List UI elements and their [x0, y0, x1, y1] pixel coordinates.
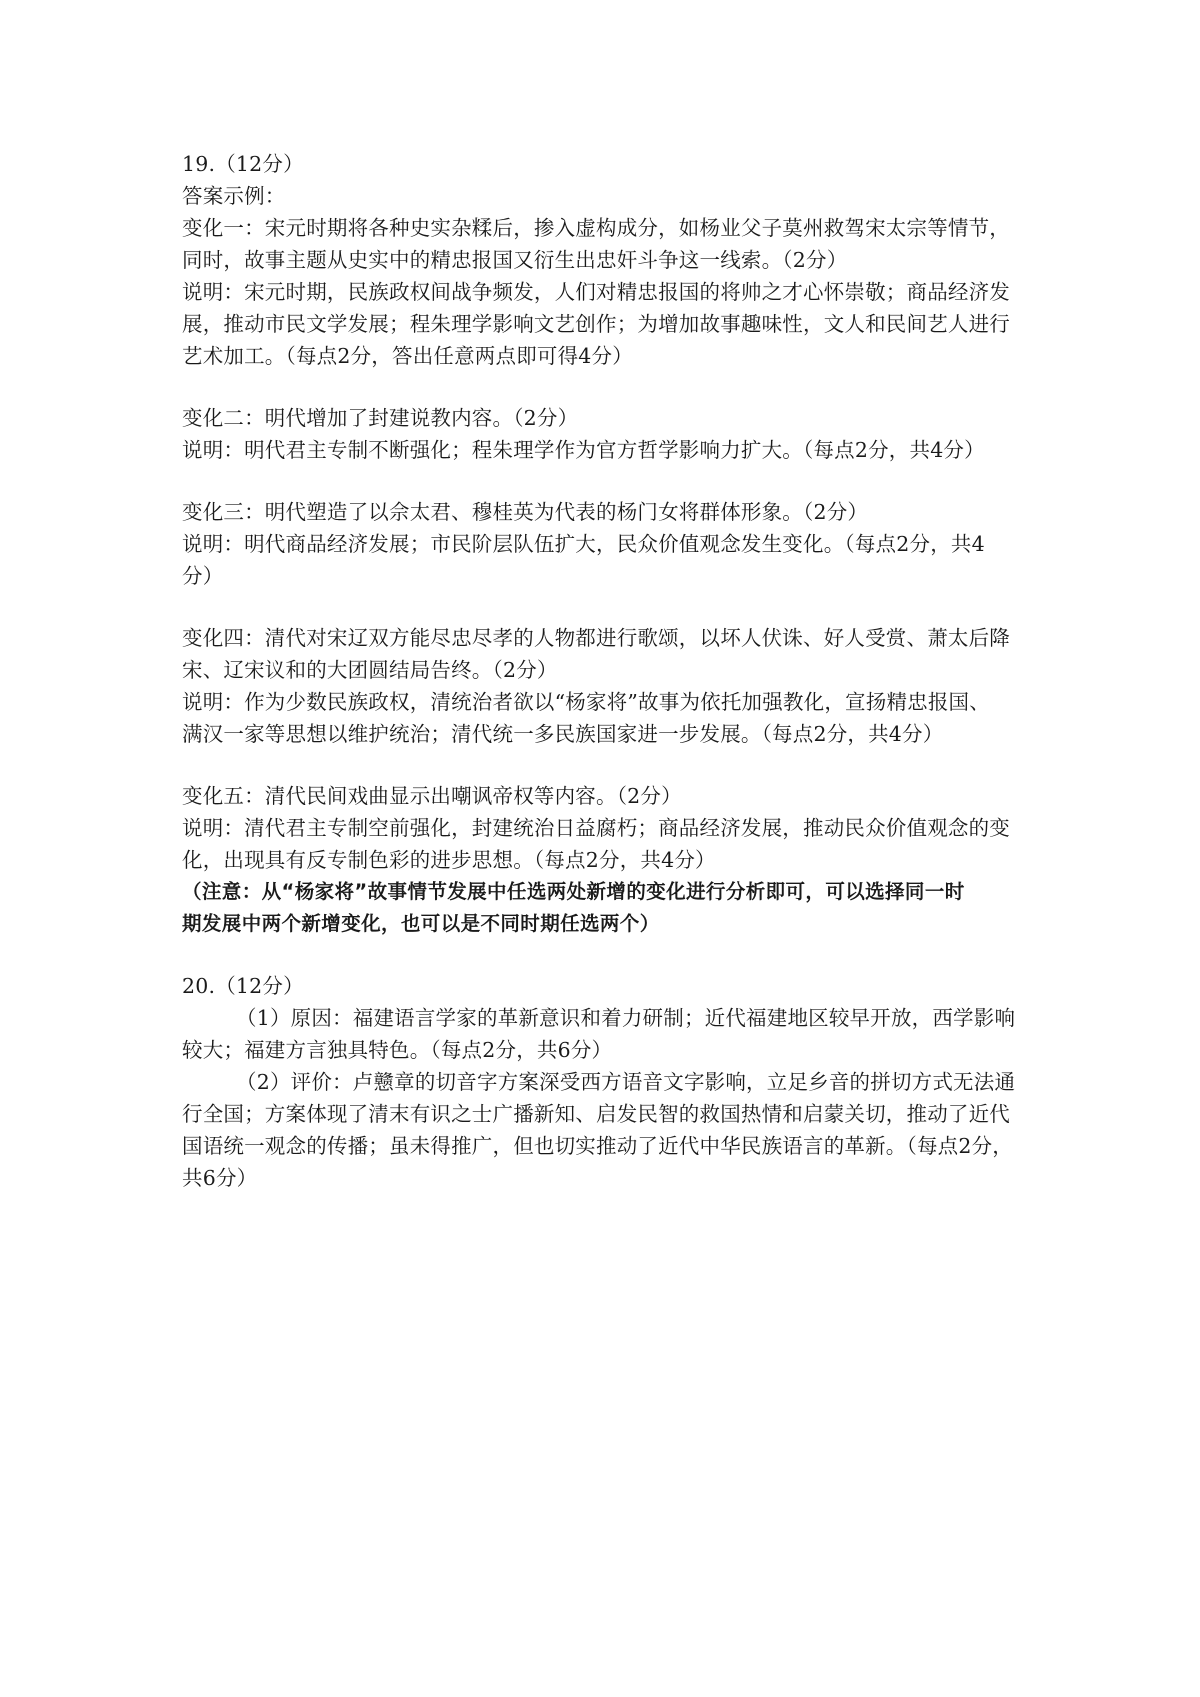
change-4-explanation-1: 说明：作为少数民族政权，清统治者欲以“杨家将”故事为依托加强教化，宣扬精忠报国、: [182, 690, 990, 714]
change-1-line-1: 变化一：宋元时期将各种史实杂糅后，掺入虚构成分，如杨业父子莫州救驾宋太宗等情节，: [182, 216, 1010, 240]
spacer: [182, 466, 1030, 496]
q20-part-2-line-1: （2）评价：卢戆章的切音字方案深受西方语音文字影响，立足乡音的拼切方式无法通: [236, 1070, 1016, 1094]
change-3-explanation-2: 分）: [182, 564, 224, 588]
answer-example-label: 答案示例：: [182, 184, 286, 208]
change-4-explanation-2: 满汉一家等思想以维护统治；清代统一多民族国家进一步发展。（每点2分，共4分）: [182, 722, 944, 746]
change-1-explanation-2: 展，推动市民文学发展；程朱理学影响文艺创作；为增加故事趣味性，文人和民间艺人进行: [182, 312, 1010, 336]
question-20-section: [182, 970, 1030, 1194]
change-5-line-1: 变化五：清代民间戏曲显示出嘲讽帝权等内容。（2分）: [182, 784, 682, 808]
q20-part-2-line-3: 国语统一观念的传播；虽未得推广，但也切实推动了近代中华民族语言的革新。（每点2分，: [182, 1134, 1013, 1158]
spacer: [182, 372, 1030, 402]
change-3-block: [182, 496, 1030, 592]
note-line-1: （注意：从“杨家将”故事情节发展中任选两处新增的变化进行分析即可，可以选择同一时: [182, 880, 965, 903]
change-4-line-2: 宋、辽宋议和的大团圆结局告终。（2分）: [182, 658, 558, 682]
q20-part-2-line-4: 共6分）: [182, 1166, 258, 1190]
change-2-line-1: 变化二：明代增加了封建说教内容。（2分）: [182, 406, 579, 430]
change-5-explanation-2: 化，出现具有反专制色彩的进步思想。（每点2分，共4分）: [182, 848, 716, 872]
answer-key-content: [182, 148, 1030, 1194]
q20-part-2-line-2: 行全国；方案体现了清末有识之士广播新知、启发民智的救国热情和启蒙关切，推动了近代: [182, 1102, 1010, 1126]
spacer: [182, 592, 1030, 622]
question-19-section: [182, 148, 1030, 940]
change-4-block: [182, 622, 1030, 750]
spacer: [182, 750, 1030, 780]
change-2-explanation-1: 说明：明代君主专制不断强化；程朱理学作为官方哲学影响力扩大。（每点2分，共4分）: [182, 438, 985, 462]
change-3-line-1: 变化三：明代塑造了以佘太君、穆桂英为代表的杨门女将群体形象。（2分）: [182, 500, 869, 524]
change-1-line-2: 同时，故事主题从史实中的精忠报国又衍生出忠奸斗争这一线索。（2分）: [182, 248, 848, 272]
q20-part-1-line-2: 较大；福建方言独具特色。（每点2分，共6分）: [182, 1038, 613, 1062]
change-1-explanation-3: 艺术加工。（每点2分，答出任意两点即可得4分）: [182, 344, 633, 368]
spacer: [182, 940, 1030, 970]
note-line-2: 期发展中两个新增变化，也可以是不同时期任选两个）: [182, 912, 660, 935]
change-2-block: [182, 402, 1030, 466]
change-1-explanation-1: 说明：宋元时期，民族政权间战争频发，人们对精忠报国的将帅之才心怀崇敬；商品经济发: [182, 280, 1010, 304]
question-19-header: 19.（12分）: [182, 152, 304, 176]
change-1-block: [182, 212, 1030, 372]
change-5-block: [182, 780, 1030, 940]
question-20-header: 20.（12分）: [182, 974, 304, 998]
change-3-explanation-1: 说明：明代商品经济发展；市民阶层队伍扩大，民众价值观念发生变化。（每点2分，共4: [182, 532, 985, 556]
change-4-line-1: 变化四：清代对宋辽双方能尽忠尽孝的人物都进行歌颂，以坏人伏诛、好人受赏、萧太后降: [182, 626, 1010, 650]
change-5-explanation-1: 说明：清代君主专制空前强化，封建统治日益腐朽；商品经济发展，推动民众价值观念的变: [182, 816, 1010, 840]
q20-part-1-line-1: （1）原因：福建语言学家的革新意识和着力研制；近代福建地区较早开放，西学影响: [236, 1006, 1016, 1030]
